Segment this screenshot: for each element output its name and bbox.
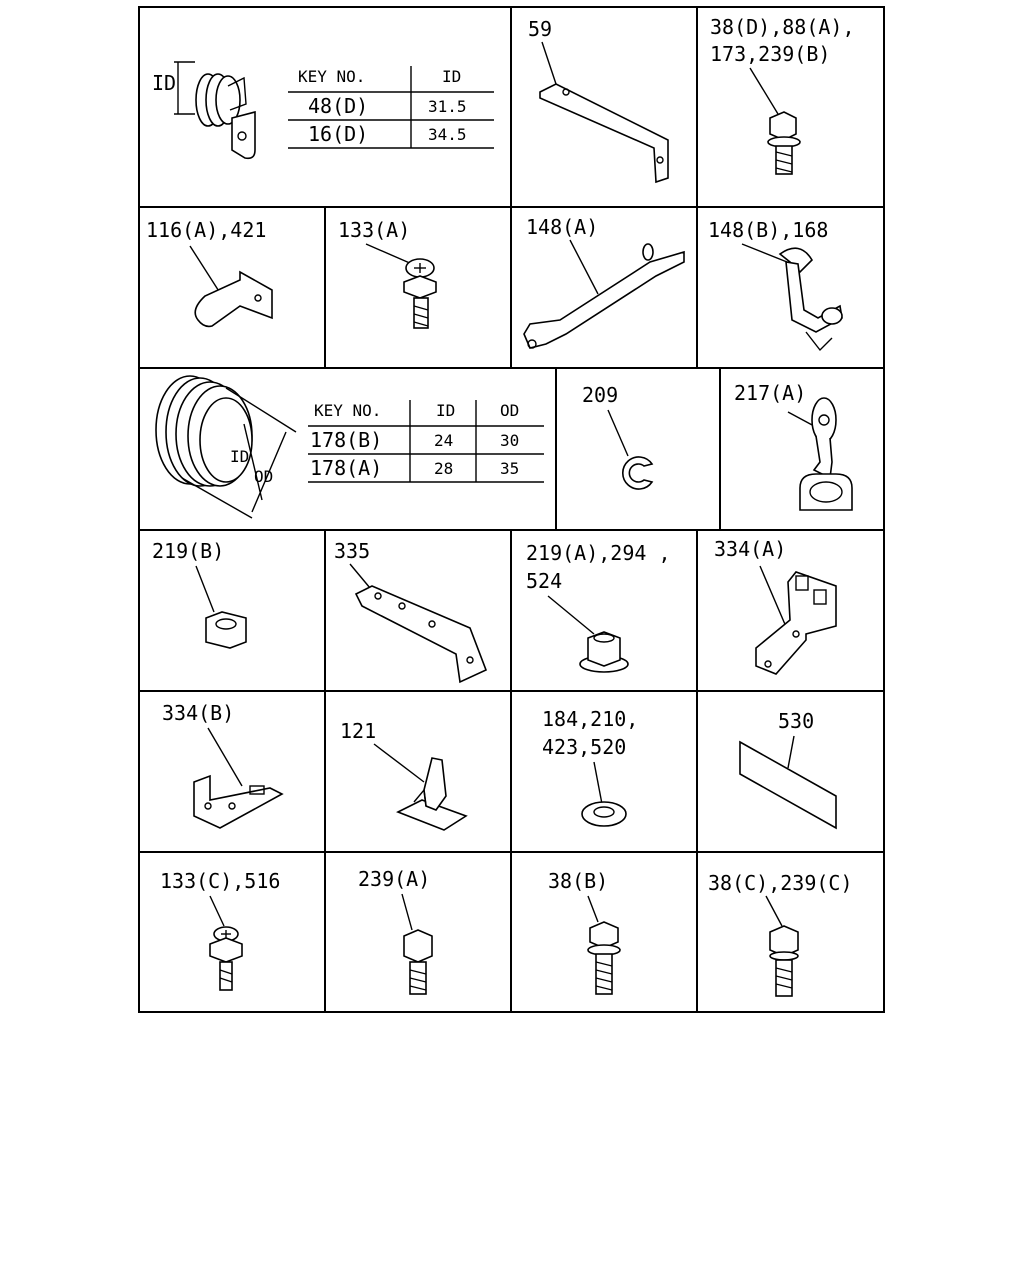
part-label-line1: 184,210, xyxy=(542,707,639,731)
bracket-59 xyxy=(540,84,668,182)
cell-219a xyxy=(526,541,671,672)
part-label: 38(C),239(C) xyxy=(708,871,853,895)
clip-148b xyxy=(780,248,842,350)
cell-59 xyxy=(528,17,668,182)
cell-217a xyxy=(734,381,852,510)
part-label-line1: 219(A),294 , xyxy=(526,541,671,565)
cell-209 xyxy=(582,383,652,489)
grommet-illustration xyxy=(174,62,255,158)
washer xyxy=(582,802,626,826)
bolt-38c xyxy=(770,926,798,996)
label-sheet-530 xyxy=(740,742,836,828)
table-cell: 28 xyxy=(434,459,454,478)
bracket-334b xyxy=(194,776,282,828)
cell-530 xyxy=(740,709,836,828)
table-cell: 16(D) xyxy=(308,122,369,146)
flange-nut xyxy=(580,632,628,672)
cell-148b xyxy=(708,218,842,350)
bolt-38b xyxy=(588,922,620,994)
part-label: 133(A) xyxy=(338,218,411,242)
push-clip-121 xyxy=(398,758,466,830)
table-cell: 24 xyxy=(434,431,454,450)
large-grommet-illustration xyxy=(156,376,296,518)
table-cell: 30 xyxy=(500,431,520,450)
table-header-od: OD xyxy=(500,401,520,420)
part-label: 148(A) xyxy=(526,215,599,239)
cell-335 xyxy=(334,539,486,682)
part-label-line2: 524 xyxy=(526,569,563,593)
cell-334b xyxy=(162,701,282,828)
table-cell: 34.5 xyxy=(428,125,467,144)
grommet-table xyxy=(288,66,494,148)
part-label: 334(B) xyxy=(162,701,235,725)
cell-133c xyxy=(160,869,280,990)
cell-grommet-178 xyxy=(156,376,544,518)
table-header-id: ID xyxy=(442,67,462,86)
cell-38c xyxy=(708,871,853,996)
screw-133c xyxy=(210,927,242,990)
table-cell: 48(D) xyxy=(308,94,369,118)
part-label: 38(B) xyxy=(548,869,609,893)
cell-184 xyxy=(542,707,638,826)
part-label: 239(A) xyxy=(358,867,431,891)
nut-219b xyxy=(206,612,246,648)
table-header-key: KEY NO. xyxy=(298,67,366,86)
cell-239a xyxy=(358,867,432,994)
cell-116a xyxy=(146,218,272,326)
dim-od-label: OD xyxy=(254,467,274,486)
part-label: 209 xyxy=(582,383,619,407)
bracket-335 xyxy=(356,586,486,682)
c-clip-209 xyxy=(623,457,652,489)
part-label-line1: 38(D),88(A), xyxy=(710,15,855,39)
bracket-334a xyxy=(756,572,836,674)
bolt-illustration xyxy=(768,112,800,174)
clamp-217a xyxy=(800,398,852,510)
strap-148a xyxy=(524,252,684,348)
table-cell: 31.5 xyxy=(428,97,467,116)
part-label: 133(C),516 xyxy=(160,869,281,893)
screw-illustration xyxy=(404,259,436,328)
table-cell: 35 xyxy=(500,459,520,478)
dim-id-label: ID xyxy=(152,71,177,95)
table-header-id: ID xyxy=(436,401,456,420)
table-cell: 178(A) xyxy=(310,456,383,480)
cell-121 xyxy=(340,719,466,830)
table-cell: 178(B) xyxy=(310,428,383,452)
cell-38b xyxy=(548,869,620,994)
bolt-239a xyxy=(404,930,432,994)
cell-133a xyxy=(338,218,436,328)
part-label: 59 xyxy=(528,17,553,41)
part-label: 530 xyxy=(778,709,815,733)
cell-219b xyxy=(152,539,246,648)
part-label-line2: 173,239(B) xyxy=(710,42,831,66)
cell-148a xyxy=(524,215,684,348)
grommet-178-table xyxy=(308,400,544,482)
part-label: 219(B) xyxy=(152,539,225,563)
dim-id-label: ID xyxy=(230,447,250,466)
part-label: 116(A),421 xyxy=(146,218,267,242)
part-label-line2: 423,520 xyxy=(542,735,627,759)
cell-bolt-38d xyxy=(710,15,855,174)
cell-334a xyxy=(714,537,836,674)
cell-grommet-48-16 xyxy=(152,62,494,158)
table-header-key: KEY NO. xyxy=(314,401,382,420)
part-label: 217(A) xyxy=(734,381,807,405)
part-label: 335 xyxy=(334,539,371,563)
part-label: 334(A) xyxy=(714,537,787,561)
part-label: 148(B),168 xyxy=(708,218,829,242)
part-label: 121 xyxy=(340,719,377,743)
